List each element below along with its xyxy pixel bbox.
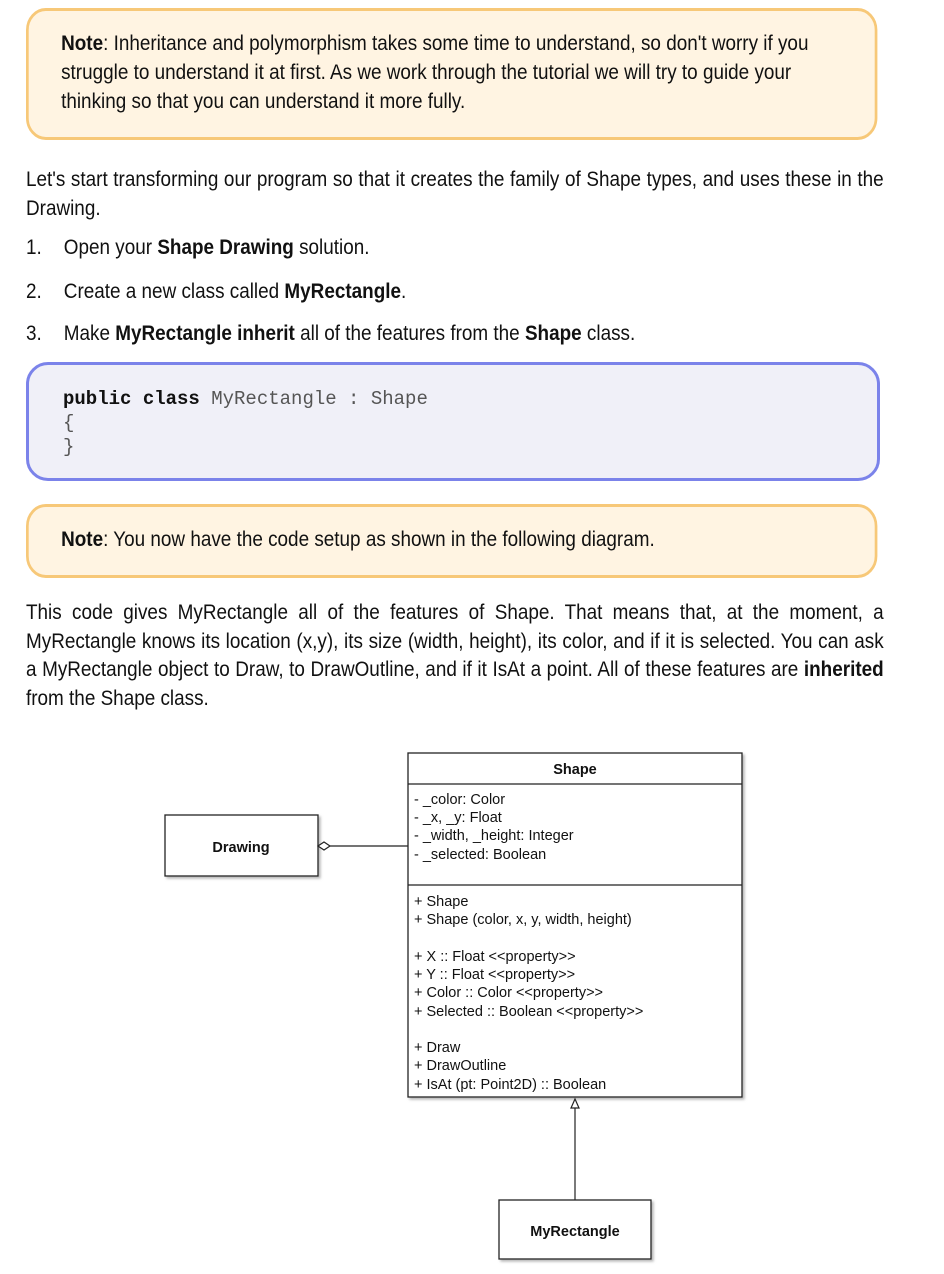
shape-method: + DrawOutline xyxy=(414,1058,507,1074)
shape-method: + IsAt (pt: Point2D) :: Boolean xyxy=(414,1077,607,1093)
aggregation-diamond xyxy=(318,842,330,850)
note-text: : You now have the code setup as shown in the following diagram. xyxy=(103,528,655,551)
shape-field: - _x, _y: Float xyxy=(414,810,502,826)
shape-property: + Color :: Color <<property>> xyxy=(414,985,604,1001)
note-label: Note xyxy=(61,528,104,551)
myrectangle-class-name: MyRectangle xyxy=(530,1224,620,1240)
code-line-close-brace: } xyxy=(63,436,75,458)
shape-constructor: + Shape (color, x, y, width, height) xyxy=(414,912,632,928)
shape-property: + Y :: Float <<property>> xyxy=(414,967,576,983)
shape-class-name: Shape xyxy=(553,762,597,778)
shape-property: + X :: Float <<property>> xyxy=(414,949,576,965)
drawing-class-name: Drawing xyxy=(212,840,270,856)
note-label: Note xyxy=(61,32,104,55)
step-2: 2. Create a new class called MyRectangle. xyxy=(26,280,407,303)
shape-field: - _width, _height: Integer xyxy=(414,828,574,844)
shape-method: + Draw xyxy=(414,1040,461,1056)
features-paragraph: This code gives MyRectangle all of the features of Shape. That means that, at the moment, a MyRectangle knows its location (x,y), its size (width, height), its color, and if it is selected. You can ask a MyRectangle object to Draw, to DrawOutline, and if it IsAt a point. All of these features are inherited from the Shape class. xyxy=(26,601,884,710)
note-text: : Inheritance and polymorphism takes some time to understand, so don't worry if you struggle to understand it at first. As we work through the tutorial we will try to guide your thinking so that you can understand it more fully. xyxy=(61,32,809,113)
code-line-declaration: public class MyRectangle : Shape xyxy=(63,388,428,410)
shape-field: - _selected: Boolean xyxy=(414,847,547,863)
inheritance-arrowhead xyxy=(571,1099,579,1108)
step-3: 3. Make MyRectangle inherit all of the features from the Shape class. xyxy=(26,322,636,345)
shape-field: - _color: Color xyxy=(414,792,506,808)
code-line-open-brace: { xyxy=(63,412,75,434)
shape-constructor: + Shape xyxy=(414,894,469,910)
intro-paragraph: Let's start transforming our program so that it creates the family of Shape types, and uses these in the Drawing. xyxy=(26,168,884,220)
step-1: 1. Open your Shape Drawing solution. xyxy=(26,236,370,259)
shape-property: + Selected :: Boolean <<property>> xyxy=(414,1004,644,1020)
